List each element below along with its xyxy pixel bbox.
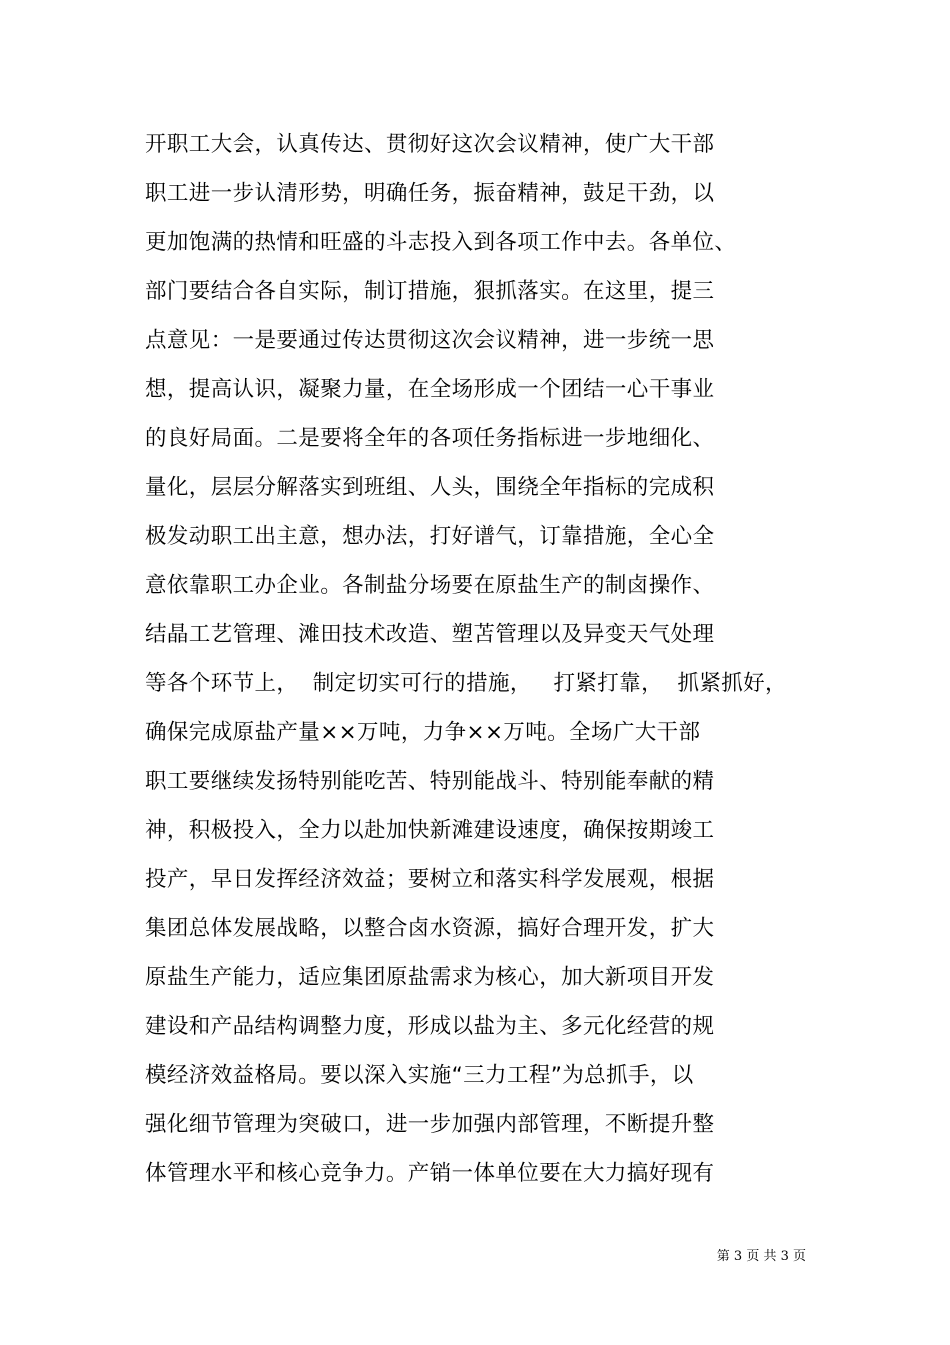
text-line: 建设和产品结构调整力度，形成以盐为主、多元化经营的规 (145, 1014, 715, 1039)
text-line: 集团总体发展战略，以整合卤水资源，搞好合理开发，扩大 (145, 916, 715, 941)
text-line: 的良好局面。二是要将全年的各项任务指标进一步地细化、 (145, 426, 715, 451)
body-text (145, 120, 805, 1198)
page-number-footer: 第 3 页 共 3 页 (716, 1249, 806, 1264)
text-line: 想，提高认识，凝聚力量，在全场形成一个团结一心干事业 (145, 377, 715, 402)
text-line: 职工进一步认清形势，明确任务，振奋精神，鼓足干劲，以 (145, 181, 715, 206)
text-line: 职工要继续发扬特别能吃苦、特别能战斗、特别能奉献的精 (145, 769, 715, 794)
text-line: 体管理水平和核心竞争力。产销一体单位要在大力搞好现有 (145, 1161, 715, 1186)
text-line: 确保完成原盐产量××万吨，力争××万吨。全场广大干部 (145, 720, 701, 745)
text-line: 强化细节管理为突破口，进一步加强内部管理，不断提升整 (145, 1112, 715, 1137)
text-line: 部门要结合各自实际，制订措施，狠抓落实。在这里，提三 (145, 279, 715, 304)
text-line: 模经济效益格局。要以深入实施“三力工程”为总抓手，以 (145, 1063, 694, 1088)
text-line: 投产，早日发挥经济效益；要树立和落实科学发展观，根据 (145, 867, 715, 892)
text-line: 点意见：一是要通过传达贯彻这次会议精神，进一步统一思 (145, 328, 715, 353)
text-line: 意依靠职工办企业。各制盐分场要在原盐生产的制卤操作、 (145, 573, 715, 598)
text-line: 等各个环节上， 制定切实可行的措施， 打紧打靠， 抓紧抓好， (145, 671, 787, 696)
text-line: 量化，层层分解落实到班组、人头，围绕全年指标的完成积 (145, 475, 715, 500)
text-line: 极发动职工出主意，想办法，打好谱气，订靠措施，全心全 (145, 524, 715, 549)
text-line: 神，积极投入，全力以赴加快新滩建设速度，确保按期竣工 (145, 818, 715, 843)
text-line: 更加饱满的热情和旺盛的斗志投入到各项工作中去。各单位、 (145, 230, 737, 255)
text-line: 原盐生产能力，适应集团原盐需求为核心，加大新项目开发 (145, 965, 715, 990)
text-line: 结晶工艺管理、滩田技术改造、塑苫管理以及异变天气处理 (145, 622, 715, 647)
text-line: 开职工大会，认真传达、贯彻好这次会议精神，使广大干部 (145, 132, 715, 157)
